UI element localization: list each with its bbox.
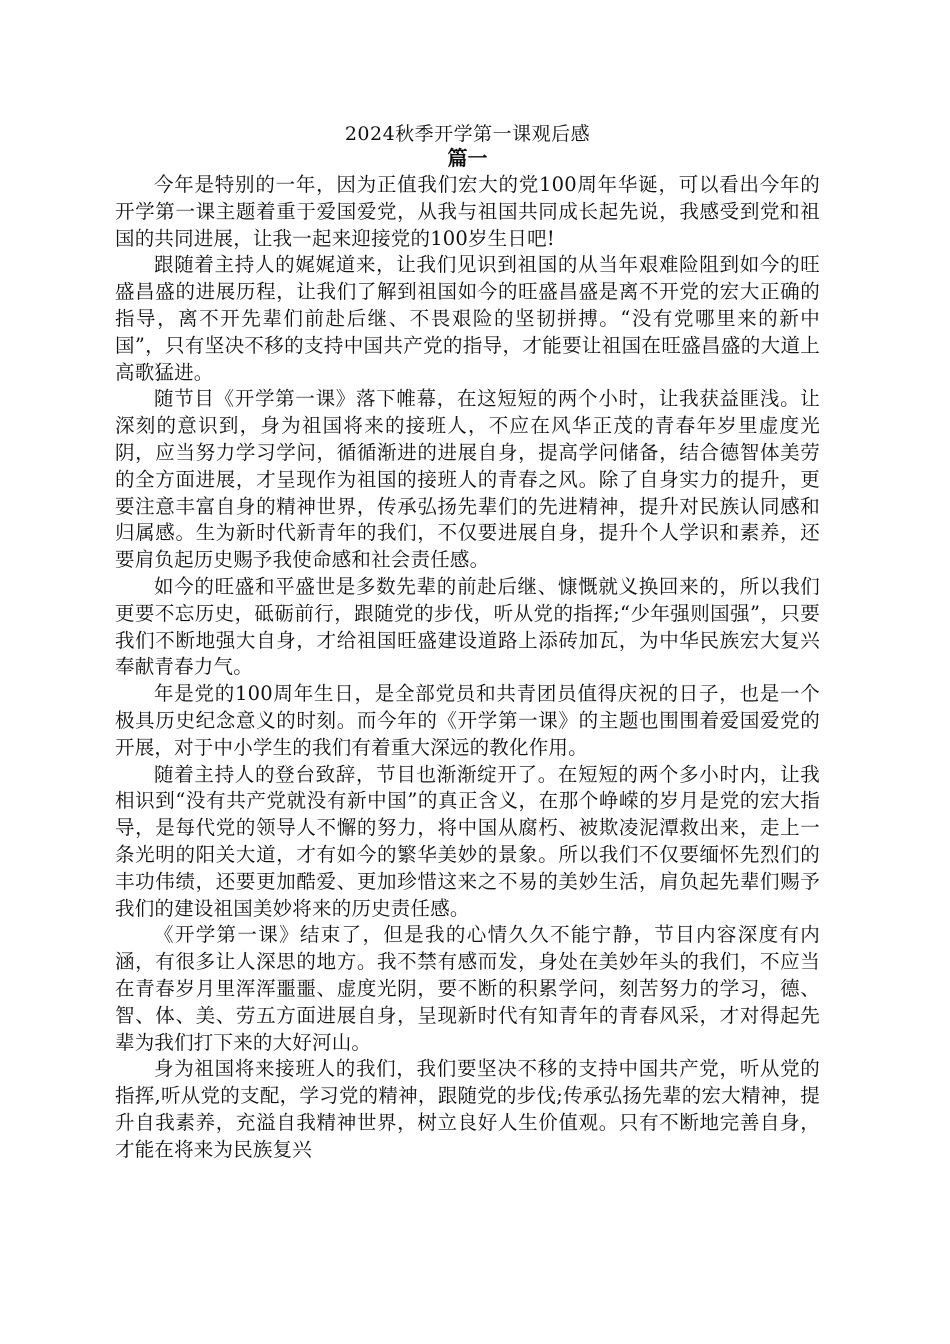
paragraph: 跟随着主持人的娓娓道来，让我们见识到祖国的从当年艰难险阻到如今的旺盛昌盛的进展历程，让我们了解到祖国如今的旺盛昌盛是离不开党的宏大正确的指导，离不开先辈们前赴后继、不畏艰险的坚韧拼搏。“没有党哪里来的新中国”，只有坚决不移的支持中国共产党的指导，才能要让祖国在旺盛昌盛的大道上高歌猛进。: [115, 253, 820, 384]
paragraph: 如今的旺盛和平盛世是多数先辈的前赴后继、慷慨就义换回来的，所以我们更要不忘历史，砥砺前行，跟随党的步伐，听从党的指挥;“少年强则国强”，只要我们不断地强大自身，才给祖国旺盛建设道路上添砖加瓦，为中华民族宏大复兴奉献青春力气。: [115, 574, 820, 679]
paragraph: 年是党的100周年生日，是全部党员和共青团员值得庆祝的日子，也是一个极具历史纪念意义的时刻。而今年的《开学第一课》的主题也围围着爱国爱党的开展，对于中小学生的我们有着重大深远的教化作用。: [115, 682, 820, 759]
paragraph: 身为祖国将来接班人的我们，我们要坚决不移的支持中国共产党，听从党的指挥,听从党的支配，学习党的精神，跟随党的步伐;传承弘扬先辈的宏大精神，提升自我素养，充溢自我精神世界，树立良好人生价值观。只有不断地完善自身，才能在将来为民族复兴: [115, 1057, 820, 1161]
document-title: 2024秋季开学第一课观后感: [344, 123, 591, 145]
section-heading: 篇一: [447, 146, 488, 170]
paragraph: 随节目《开学第一课》落下帷幕，在这短短的两个小时，让我获益匪浅。让深刻的意识到，身为祖国将来的接班人，不应在风华正茂的青春年岁里虚度光阴，应当努力学习学问，循循渐进的进展自身，提高学问储备，结合德智体美劳的全方面进展，才呈现作为祖国的接班人的青春之风。除了自身实力的提升，更要注意丰富自身的精神世界，传承弘扬先辈们的先进精神，提升对民族认同感和归属感。生为新时代新青年的我们，不仅要进展自身，提升个人学识和素养，还要肩负起历史赐予我使命感和社会责任感。: [115, 387, 820, 572]
paragraph: 今年是特别的一年，因为正值我们宏大的党100周年华诞，可以看出今年的开学第一课主题着重于爱国爱党，从我与祖国共同成长起先说，我感受到党和祖国的共同进展，让我一起来迎接党的100岁生日吧!: [115, 173, 820, 250]
paragraph: 《开学第一课》结束了，但是我的心情久久不能宁静，节目内容深度有内涵，有很多让人深思的地方。我不禁有感而发，身处在美妙年头的我们，不应当在青春岁月里浑浑噩噩、虚度光阴，要不断的积累学问，刻苦努力的学习，德、智、体、美、劳五方面进展自身，呈现新时代有知青年的青春风采，才对得起先辈为我们打下来的大好河山。: [115, 923, 820, 1054]
document-body: [115, 122, 820, 1163]
paragraph: 随着主持人的登台致辞，节目也渐渐绽开了。在短短的两个多小时内，让我相识到“没有共产党就没有新中国”的真正含义，在那个峥嵘的岁月是党的宏大指导，是每代党的领导人不懈的努力，将中国从腐朽、被欺凌泥潭救出来，走上一条光明的阳关大道，才有如今的繁华美妙的景象。所以我们不仅要缅怀先烈们的丰功伟绩，还要更加酷爱、更加珍惜这来之不易的美妙生活，肩负起先辈们赐予我们的建设祖国美妙将来的历史责任感。: [115, 762, 820, 920]
